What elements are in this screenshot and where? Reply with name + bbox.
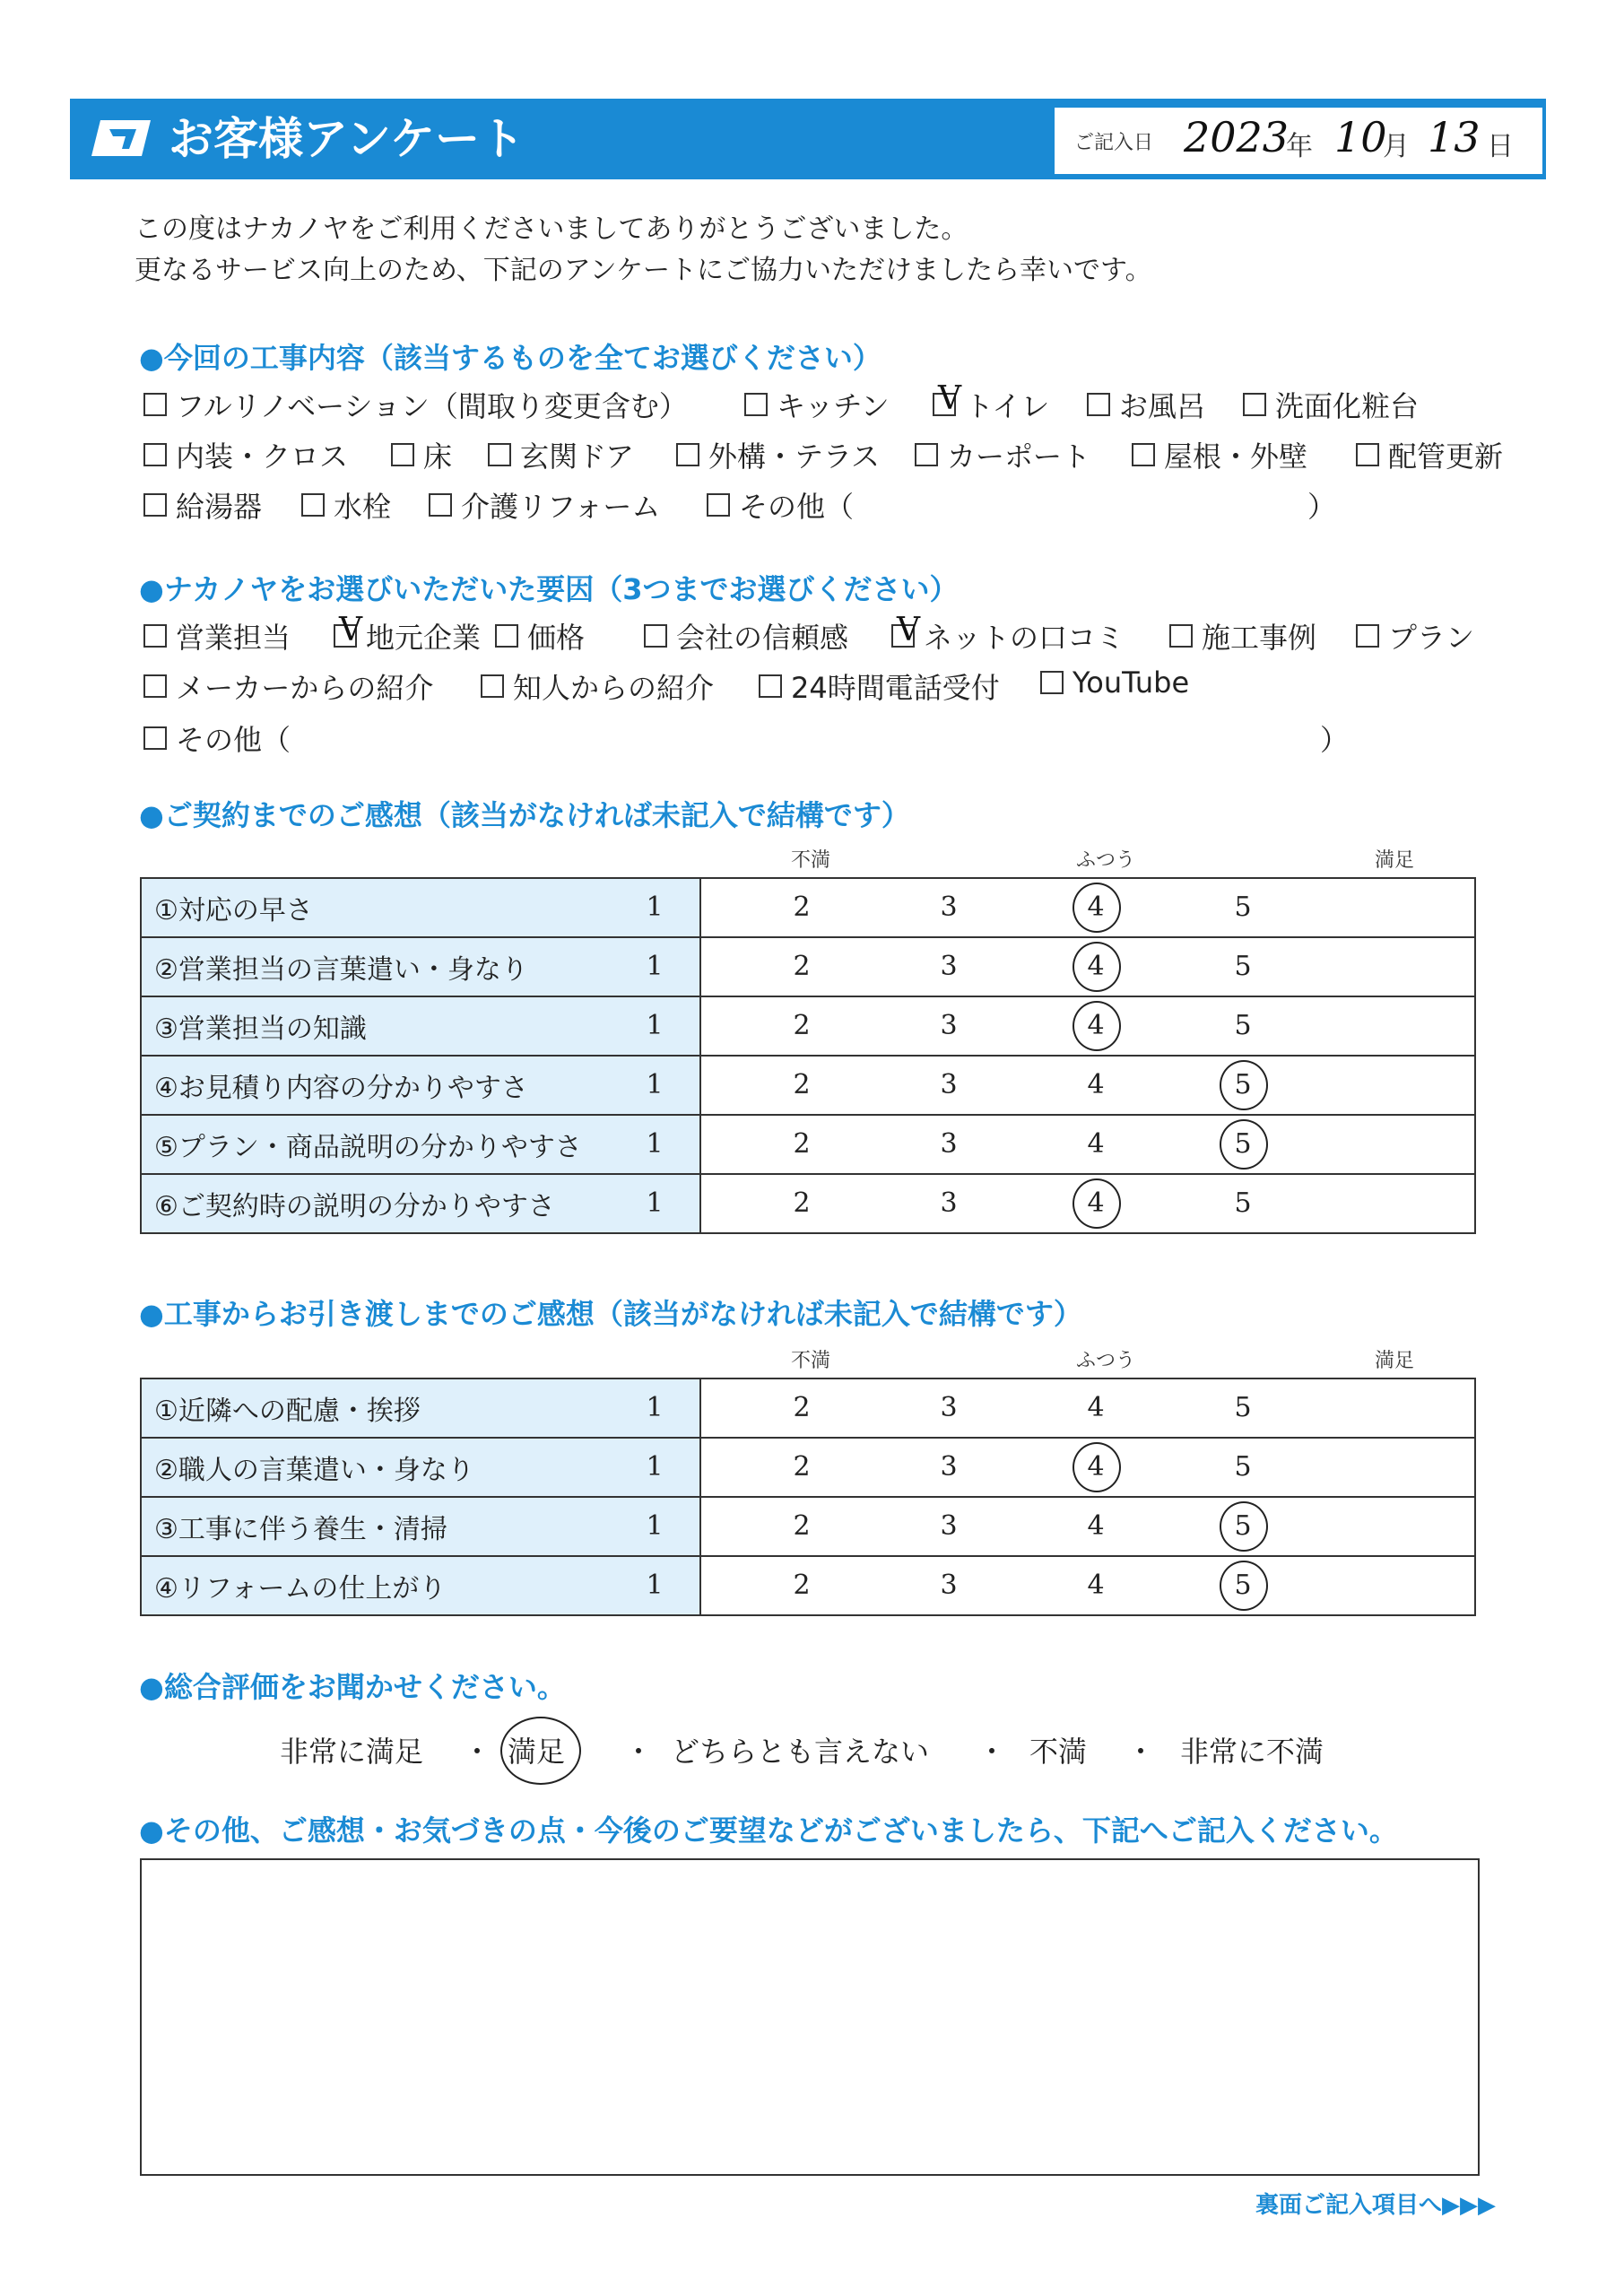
checkbox-icon[interactable]: [1169, 624, 1193, 648]
work-content-option-label: キッチン: [777, 389, 890, 423]
rating-option-1[interactable]: 1: [646, 951, 664, 982]
rating-option-2[interactable]: 2: [793, 951, 811, 982]
rating-option-3[interactable]: 3: [940, 891, 958, 923]
reason-option[interactable]: [891, 615, 1125, 657]
contract-rating-question: ⑥ご契約時の説明の分かりやすさ: [141, 1174, 700, 1233]
work-content-option[interactable]: [744, 384, 890, 425]
contract-rating-row: [141, 1115, 1475, 1174]
checkbox-icon[interactable]: [759, 674, 782, 698]
construction-impressions-heading: ●工事からお引き渡しまでのご感想（該当がなければ未記入で結構です）: [139, 1297, 1082, 1331]
rating-option-1[interactable]: 1: [646, 1510, 664, 1542]
rating-option-1[interactable]: 1: [646, 1010, 664, 1041]
scale-label-high: 満足: [1375, 849, 1415, 872]
checkbox-icon[interactable]: [891, 624, 915, 648]
reason-option[interactable]: [1356, 615, 1474, 657]
contract-rating-row: [141, 937, 1475, 996]
contract-impressions-heading: ●ご契約までのご感想（該当がなければ未記入で結構です）: [139, 798, 910, 832]
intro-line-1: この度はナカノヤをご利用くださいましてありがとうございました。: [135, 213, 968, 245]
work-content-option[interactable]: [1243, 384, 1419, 425]
checkbox-icon[interactable]: [744, 393, 768, 416]
construction-rating-question: ①近隣への配慮・挨拶: [141, 1378, 700, 1438]
reason-option-label: 営業担当: [176, 621, 291, 655]
construction-rating-scale: [646, 1378, 1475, 1438]
overall-rating-option[interactable]: 不満: [1029, 1735, 1088, 1769]
checkbox-icon[interactable]: [1243, 393, 1266, 416]
checkbox-icon[interactable]: [143, 393, 167, 416]
reason-option-label: 知人からの紹介: [513, 671, 715, 705]
construction-rating-question: ③工事に伴う養生・清掃: [141, 1497, 700, 1556]
rating-option-3[interactable]: 3: [940, 1128, 958, 1160]
work-content-option-label: 外構・テラス: [708, 439, 881, 474]
construction-rating-row: [141, 1438, 1475, 1497]
contract-rating-scale: [646, 1056, 1475, 1115]
rating-option-3[interactable]: 3: [940, 1570, 958, 1601]
rating-option-4[interactable]: 4: [1069, 1187, 1123, 1219]
work-content-option[interactable]: [143, 384, 688, 425]
contract-rating-row: [141, 1174, 1475, 1233]
checkbox-icon[interactable]: [1040, 671, 1064, 694]
rating-option-3[interactable]: 3: [940, 1187, 958, 1219]
checkbox-icon[interactable]: [707, 493, 730, 517]
contract-rating-scale: [646, 937, 1475, 996]
contract-rating-row: [141, 996, 1475, 1056]
checkbox-icon[interactable]: [143, 674, 167, 698]
rating-option-2[interactable]: 2: [793, 1451, 811, 1483]
date-year-unit: 年: [1286, 131, 1313, 162]
date-label: ご記入日: [1074, 132, 1154, 154]
separator: ・: [1126, 1735, 1156, 1769]
rating-option-3[interactable]: 3: [940, 1392, 958, 1423]
rating-option-1[interactable]: 1: [646, 1187, 664, 1219]
reason-option[interactable]: [759, 665, 1000, 707]
reason-option-label: 地元企業: [366, 621, 482, 655]
construction-rating-scale: [646, 1497, 1475, 1556]
rating-option-5[interactable]: 5: [1234, 951, 1252, 982]
rating-option-4[interactable]: 4: [1087, 1392, 1105, 1423]
rating-option-5[interactable]: 5: [1234, 1010, 1252, 1041]
work-content-option-label: 介護リフォーム: [461, 490, 661, 524]
work-content-option-label: 水栓: [334, 490, 392, 524]
rating-option-5[interactable]: 5: [1234, 1187, 1252, 1219]
work-content-option[interactable]: [676, 434, 880, 475]
checkbox-icon[interactable]: [334, 624, 357, 648]
work-content-option-label: 給湯器: [176, 490, 263, 524]
work-content-heading: ●今回の工事内容（該当するものを全てお選びください）: [139, 341, 881, 375]
rating-option-2[interactable]: 2: [793, 1010, 811, 1041]
rating-option-5[interactable]: 5: [1216, 1069, 1270, 1100]
intro-line-2: 更なるサービス向上のため、下記のアンケートにご協力いただけましたら幸いです。: [135, 255, 1152, 286]
reason-option[interactable]: [644, 615, 848, 657]
reason-option[interactable]: [495, 615, 585, 657]
date-day-value[interactable]: 13: [1428, 113, 1481, 161]
construction-rating-row: [141, 1497, 1475, 1556]
rating-option-4[interactable]: 4: [1087, 1128, 1105, 1160]
work-content-option-label: 配管更新: [1388, 439, 1504, 474]
reason-option[interactable]: [143, 615, 291, 657]
separator: ・: [463, 1735, 492, 1769]
contract-rating-question: ③営業担当の知識: [141, 996, 700, 1056]
rating-option-1[interactable]: 1: [646, 1570, 664, 1601]
rating-option-1[interactable]: 1: [646, 1128, 664, 1160]
work-content-option-label: フルリノベーション（間取り変更含む）: [176, 389, 688, 423]
rating-option-1[interactable]: 1: [646, 1392, 664, 1423]
checkbox-icon[interactable]: [143, 493, 167, 517]
date-month-unit: 月: [1383, 131, 1410, 162]
date-day-unit: 日: [1487, 131, 1514, 162]
date-year-value[interactable]: 2023: [1184, 113, 1290, 161]
checkbox-icon[interactable]: [143, 726, 167, 750]
work-content-option[interactable]: [488, 434, 634, 475]
reason-option[interactable]: [481, 665, 714, 707]
contract-rating-question: ②営業担当の言葉遣い・身なり: [141, 937, 700, 996]
rating-option-5[interactable]: 5: [1234, 891, 1252, 923]
rating-option-4[interactable]: 4: [1069, 1010, 1123, 1041]
back-page-note: 裏面ご記入項目へ▶▶▶: [1255, 2192, 1496, 2219]
scale-label-high-2: 満足: [1375, 1350, 1415, 1372]
reason-option[interactable]: [143, 665, 433, 707]
work-content-option-label: 床: [423, 439, 453, 474]
reason-option-label: 24時間電話受付: [791, 671, 1000, 705]
rating-option-2[interactable]: 2: [793, 1510, 811, 1542]
rating-option-3[interactable]: 3: [940, 951, 958, 982]
work-content-option[interactable]: [429, 484, 660, 526]
reason-option-label: プラン: [1388, 621, 1475, 655]
reason-other-close-paren: ）: [1320, 723, 1350, 757]
contract-rating-question: ⑤プラン・商品説明の分かりやすさ: [141, 1115, 700, 1174]
checkbox-icon[interactable]: [1356, 443, 1379, 466]
checkbox-icon[interactable]: [495, 624, 518, 648]
rating-option-2[interactable]: 2: [793, 1570, 811, 1601]
reason-option-label: その他（: [176, 723, 291, 757]
form-title: お客様アンケート: [169, 113, 525, 165]
checkbox-icon[interactable]: [933, 393, 956, 416]
scale-label-mid-2: ふつう: [1076, 1350, 1136, 1372]
checkbox-icon[interactable]: [915, 443, 938, 466]
checkbox-icon[interactable]: [429, 493, 452, 517]
work-content-option-label: 内装・クロス: [176, 439, 349, 474]
work-content-option-label: 玄関ドア: [520, 439, 635, 474]
contract-rating-scale: [646, 1174, 1475, 1233]
scale-label-mid: ふつう: [1076, 849, 1136, 872]
contract-rating-scale: [646, 1115, 1475, 1174]
checkbox-icon[interactable]: [676, 443, 699, 466]
rating-option-4[interactable]: 4: [1069, 891, 1123, 923]
contract-rating-scale: [646, 878, 1475, 937]
rating-option-2[interactable]: 2: [793, 1069, 811, 1100]
reason-option-label: 価格: [527, 621, 586, 655]
work-content-option[interactable]: [1087, 384, 1205, 425]
contract-rating-row: [141, 878, 1475, 937]
separator: ・: [977, 1735, 1007, 1769]
rating-option-5[interactable]: 5: [1216, 1510, 1270, 1542]
rating-option-5[interactable]: 5: [1234, 1451, 1252, 1483]
overall-rating-option[interactable]: どちらとも言えない: [671, 1735, 930, 1769]
reason-option[interactable]: [1169, 615, 1316, 657]
checkbox-icon[interactable]: [1356, 624, 1379, 648]
reason-option[interactable]: [143, 718, 291, 759]
overall-rating-option[interactable]: 非常に不満: [1180, 1735, 1324, 1769]
construction-rating-question: ②職人の言葉遣い・身なり: [141, 1438, 700, 1497]
comments-heading: ●その他、ご感想・お気づきの点・今後のご要望などがございましたら、下記へご記入ください。: [139, 1813, 1398, 1848]
work-content-option[interactable]: [391, 434, 452, 475]
overall-rating-option[interactable]: 非常に満足: [280, 1735, 424, 1769]
construction-rating-row: [141, 1556, 1475, 1615]
date-entry-box: [1055, 108, 1542, 174]
reason-option-label: 施工事例: [1202, 621, 1317, 655]
checkbox-icon[interactable]: [143, 443, 167, 466]
overall-rating-option[interactable]: 満足: [508, 1729, 565, 1770]
date-month-value[interactable]: 10: [1334, 113, 1387, 161]
rating-option-5[interactable]: 5: [1234, 1392, 1252, 1423]
rating-option-4[interactable]: 4: [1087, 1510, 1105, 1542]
checkbox-icon[interactable]: [391, 443, 414, 466]
scale-label-low-2: 不満: [791, 1350, 831, 1372]
comments-textarea[interactable]: [140, 1858, 1480, 2176]
overall-rating-heading: ●総合評価をお聞かせください。: [139, 1670, 566, 1704]
work-content-option[interactable]: [1132, 434, 1307, 475]
reason-option-label: YouTube: [1073, 665, 1190, 700]
work-content-option[interactable]: [1356, 434, 1503, 475]
checkbox-icon[interactable]: [1087, 393, 1110, 416]
work-other-close-paren: ）: [1307, 490, 1337, 524]
work-content-option[interactable]: [143, 484, 262, 526]
checkbox-icon[interactable]: [488, 443, 511, 466]
rating-option-3[interactable]: 3: [940, 1010, 958, 1041]
contract-rating-row: [141, 1056, 1475, 1115]
rating-option-2[interactable]: 2: [793, 891, 811, 923]
work-content-option[interactable]: [301, 484, 391, 526]
reason-option-label: ネットの口コミ: [924, 621, 1125, 655]
rating-option-4[interactable]: 4: [1069, 951, 1123, 982]
checkbox-icon[interactable]: [644, 624, 667, 648]
rating-option-1[interactable]: 1: [646, 891, 664, 923]
construction-rating-scale: [646, 1438, 1475, 1497]
work-content-option[interactable]: [933, 384, 1049, 425]
contract-rating-scale: [646, 996, 1475, 1056]
contract-rating-question: ①対応の早さ: [141, 878, 700, 937]
reason-option-label: メーカーからの紹介: [176, 671, 434, 705]
checkbox-icon[interactable]: [143, 624, 167, 648]
separator: ・: [624, 1735, 654, 1769]
work-content-option[interactable]: [707, 484, 854, 526]
work-content-option[interactable]: [143, 434, 348, 475]
construction-rating-table: [140, 1378, 1476, 1616]
rating-option-3[interactable]: 3: [940, 1451, 958, 1483]
rating-option-2[interactable]: 2: [793, 1128, 811, 1160]
work-content-option-label: その他（: [739, 490, 855, 524]
reason-option[interactable]: [334, 615, 481, 657]
construction-rating-scale: [646, 1556, 1475, 1615]
contract-rating-question: ④お見積り内容の分かりやすさ: [141, 1056, 700, 1115]
construction-rating-row: [141, 1378, 1475, 1438]
scale-label-low: 不満: [791, 849, 831, 872]
rating-option-2[interactable]: 2: [793, 1187, 811, 1219]
rating-option-5[interactable]: 5: [1216, 1570, 1270, 1601]
reason-option-label: 会社の信頼感: [676, 621, 849, 655]
company-logo-icon: [90, 118, 152, 158]
work-content-option[interactable]: [915, 434, 1090, 475]
reason-heading: ●ナカノヤをお選びいただいた要因（3つまでお選びください）: [139, 572, 959, 606]
work-content-option-label: トイレ: [965, 389, 1050, 423]
checkbox-icon[interactable]: [301, 493, 325, 517]
contract-rating-table: [140, 877, 1476, 1234]
work-content-option-label: カーポート: [947, 439, 1091, 474]
rating-option-4[interactable]: 4: [1087, 1570, 1105, 1601]
rating-option-1[interactable]: 1: [646, 1069, 664, 1100]
rating-option-1[interactable]: 1: [646, 1451, 664, 1483]
rating-option-4[interactable]: 4: [1069, 1451, 1123, 1483]
work-content-option-label: 洗面化粧台: [1275, 389, 1420, 423]
rating-option-2[interactable]: 2: [793, 1392, 811, 1423]
rating-option-3[interactable]: 3: [940, 1069, 958, 1100]
work-content-option-label: 屋根・外壁: [1164, 439, 1308, 474]
reason-option[interactable]: [1040, 665, 1189, 700]
rating-option-4[interactable]: 4: [1087, 1069, 1105, 1100]
checkbox-icon[interactable]: [1132, 443, 1155, 466]
rating-option-3[interactable]: 3: [940, 1510, 958, 1542]
rating-option-5[interactable]: 5: [1216, 1128, 1270, 1160]
checkbox-icon[interactable]: [481, 674, 504, 698]
work-content-option-label: お風呂: [1119, 389, 1206, 423]
construction-rating-question: ④リフォームの仕上がり: [141, 1556, 700, 1615]
